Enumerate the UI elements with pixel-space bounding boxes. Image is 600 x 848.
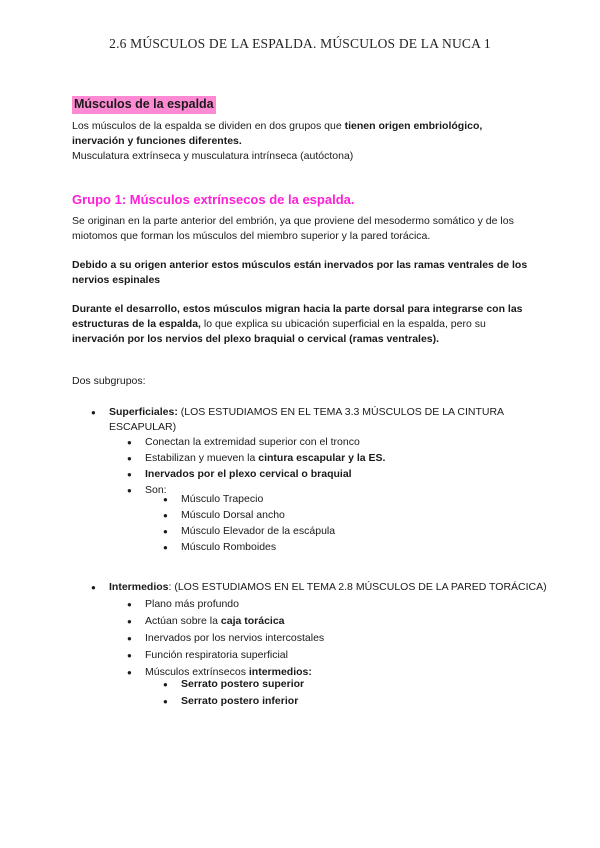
intermedios-note: : (LOS ESTUDIAMOS EN EL TEMA 2.8 MÚSCULOS DE LA PARED TORÁCICA) (168, 581, 547, 593)
list-item (145, 451, 545, 466)
superficiales-sublist (145, 435, 545, 498)
p3-bold-a: Durante el desarrollo, estos músculos migran hacia la parte dorsal para integrarse con las estructuras de la espalda, (72, 303, 523, 330)
muscle-name: Músculo Trapecio (181, 493, 264, 505)
item-text: Plano más profundo (145, 598, 239, 610)
list-item (181, 524, 541, 539)
intro-text: Los músculos de la espalda se dividen en dos grupos que (72, 120, 345, 132)
item-text: Inervados por el plexo cervical o braquial (145, 468, 352, 480)
item-text: Estabilizan y mueven la (145, 452, 259, 464)
group1-p3 (72, 302, 532, 347)
list-item (145, 614, 545, 629)
list-item (181, 508, 541, 523)
item-text: Actúan sobre la (145, 615, 221, 627)
item-bold: caja torácica (220, 615, 285, 627)
muscle-name: Serrato postero superior (181, 678, 305, 690)
item-bold: intermedios: (248, 666, 312, 678)
intermedios-name: Intermedios (109, 581, 169, 593)
superficiales-note: (LOS ESTUDIAMOS EN EL TEMA 3.3 MÚSCULOS DE LA CINTURA ESCAPULAR) (109, 406, 504, 433)
item-text: Inervados por los nervios intercostales (145, 632, 325, 644)
item-text: Función respiratoria superficial (145, 649, 288, 661)
section-intro (72, 119, 532, 164)
list-item-superficiales (109, 405, 539, 435)
list-item (109, 405, 539, 435)
list-item (181, 492, 541, 507)
list-item (181, 677, 541, 692)
superficiales-name: Superficiales: (109, 406, 178, 418)
section-heading (72, 96, 532, 114)
list-item (145, 597, 545, 612)
list-item (145, 631, 545, 646)
list-item (145, 648, 545, 663)
subgroups-label: Dos subgrupos: (72, 375, 146, 387)
intermedios-sublist (145, 597, 545, 680)
section-title: Músculos de la espalda (72, 96, 216, 114)
muscle-name: Músculo Elevador de la escápula (181, 525, 336, 537)
superficiales-muscles (181, 492, 541, 555)
item-text: Conectan la extremidad superior con el tronco (145, 436, 360, 448)
list-item (109, 580, 549, 595)
muscle-name: Serrato postero inferior (181, 695, 299, 707)
list-item (145, 435, 545, 450)
page-title: 2.6 MÚSCULOS DE LA ESPALDA. MÚSCULOS DE LA NUCA 1 (109, 36, 491, 51)
p3-bold-c: inervación por los nervios del plexo braquial o cervical (ramas ventrales). (72, 333, 440, 345)
list-item-intermedios (109, 580, 549, 595)
item-bold: cintura escapular y la ES. (258, 452, 386, 464)
group1-p1: Se originan en la parte anterior del embrión, ya que proviene del mesodermo somático y de los miotomos que forman los músculos del miembro superior y la pared torácica. (72, 215, 514, 242)
p3-text: lo que explica su ubicación superficial en la espalda, pero su (200, 318, 486, 330)
intermedios-muscles (181, 677, 541, 709)
muscle-name: Músculo Romboides (181, 541, 277, 553)
list-item (181, 694, 541, 709)
item-text: Músculos extrínsecos (145, 666, 249, 678)
list-item (181, 540, 541, 555)
muscle-name: Músculo Dorsal ancho (181, 509, 285, 521)
item-text: Son: (145, 484, 167, 496)
intro-line2: Musculatura extrínseca y musculatura intrínseca (autóctona) (72, 150, 354, 162)
list-item (145, 467, 545, 482)
group1-title: Grupo 1: Músculos extrínsecos de la espalda. (72, 192, 355, 207)
group1-p2: Debido a su origen anterior estos músculos están inervados por las ramas ventrales de los nervios espinales (72, 259, 528, 286)
intro-bold: tienen origen embriológico, inervación y funciones diferentes. (72, 120, 483, 147)
